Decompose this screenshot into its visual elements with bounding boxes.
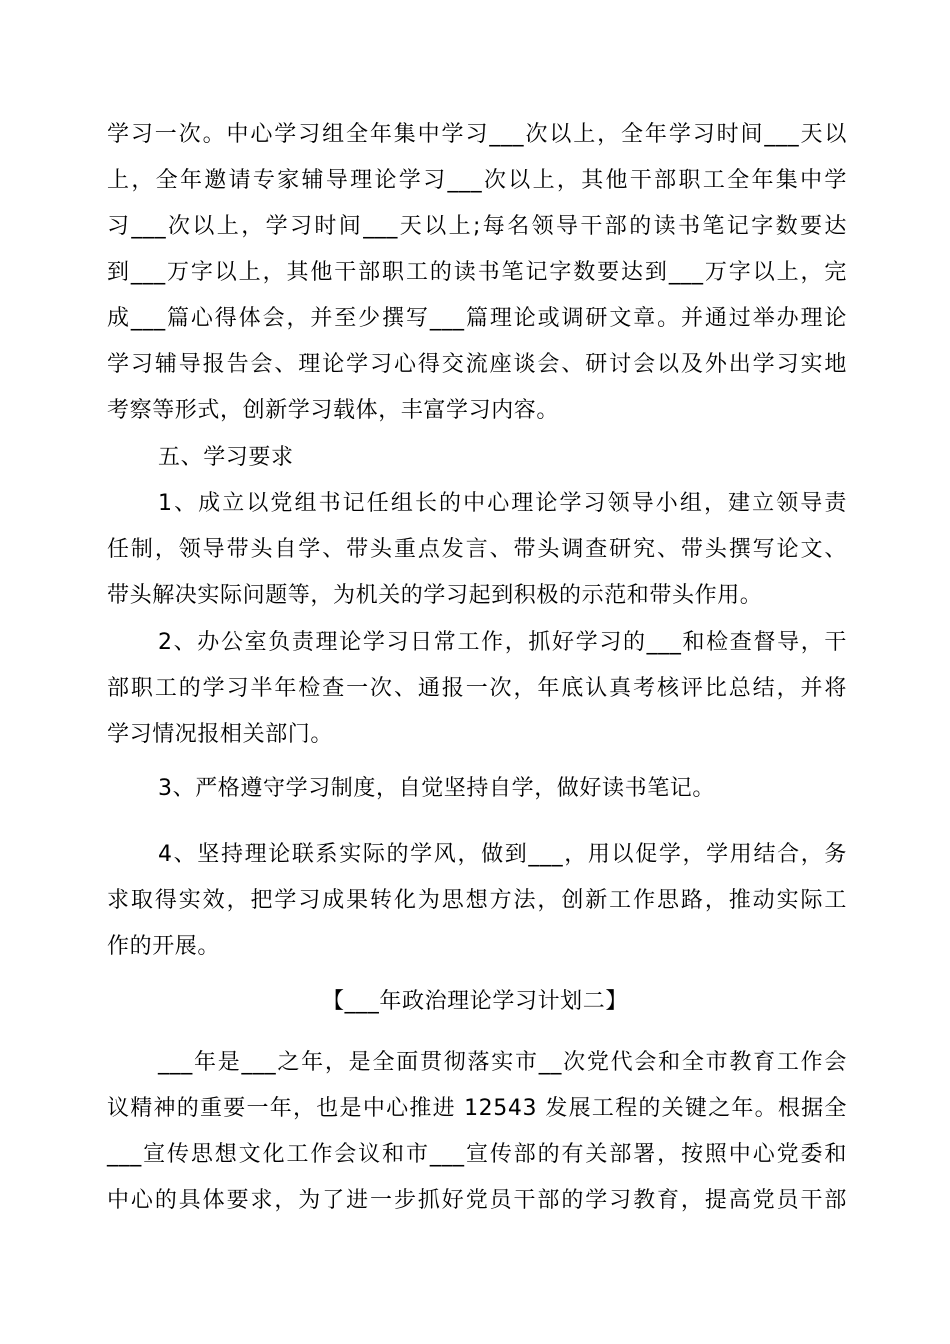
plan-2-line-1: ___年是___之年，是全面贯彻落实市__次党代会和全市教育工作会 <box>158 1050 847 1075</box>
item-1-line-3: 带头解决实际问题等，为机关的学习起到积极的示范和带头作用。 <box>107 583 763 608</box>
item-4-line-1: 4、坚持理论联系实际的学风，做到___，用以促学，学用结合，务 <box>158 842 847 867</box>
plan-2-line-3: ___宣传思想文化工作会议和市___宣传部的有关部署，按照中心党委和 <box>107 1142 847 1167</box>
item-3-line-1: 3、严格遵守学习制度，自觉坚持自学，做好读书笔记。 <box>158 776 715 801</box>
plan-2-line-2: 议精神的重要一年，也是中心推进 12543 发展工程的关键之年。根据全 <box>107 1096 847 1121</box>
paragraph-1-line-2: 上，全年邀请专家辅导理论学习___次以上，其他干部职工全年集中学 <box>107 168 847 193</box>
item-2-line-3: 学习情况报相关部门。 <box>107 722 334 747</box>
item-1-line-1: 1、成立以党组书记任组长的中心理论学习领导小组，建立领导责 <box>158 491 847 516</box>
paragraph-1-line-1: 学习一次。中心学习组全年集中学习___次以上，全年学习时间___天以 <box>107 122 847 147</box>
item-2-line-2: 部职工的学习半年检查一次、通报一次，年底认真考核评比总结，并将 <box>107 676 847 701</box>
paragraph-1-line-5: 成___篇心得体会，并至少撰写___篇理论或调研文章。并通过举办理论 <box>107 306 847 331</box>
section-5-heading: 五、学习要求 <box>158 445 294 470</box>
item-4-line-2: 求取得实效，把学习成果转化为思想方法，创新工作思路，推动实际工 <box>107 888 847 913</box>
plan-2-title: 【___年政治理论学习计划二】 <box>321 989 628 1014</box>
paragraph-1-line-3: 习___次以上，学习时间___天以上;每名领导干部的读书笔记字数要达 <box>107 214 847 239</box>
plan-2-line-4: 中心的具体要求，为了进一步抓好党员干部的学习教育，提高党员干部 <box>107 1188 847 1213</box>
item-1-line-2: 任制，领导带头自学、带头重点发言、带头调查研究、带头撰写论文、 <box>107 537 847 562</box>
paragraph-1-line-4: 到___万字以上，其他干部职工的读书笔记字数要达到___万字以上，完 <box>107 260 847 285</box>
paragraph-1-line-7: 考察等形式，创新学习载体，丰富学习内容。 <box>107 398 560 423</box>
paragraph-1-line-6: 学习辅导报告会、理论学习心得交流座谈会、研讨会以及外出学习实地 <box>107 352 847 377</box>
item-4-line-3: 作的开展。 <box>107 934 221 959</box>
item-2-line-1: 2、办公室负责理论学习日常工作，抓好学习的___和检查督导，干 <box>158 630 847 655</box>
